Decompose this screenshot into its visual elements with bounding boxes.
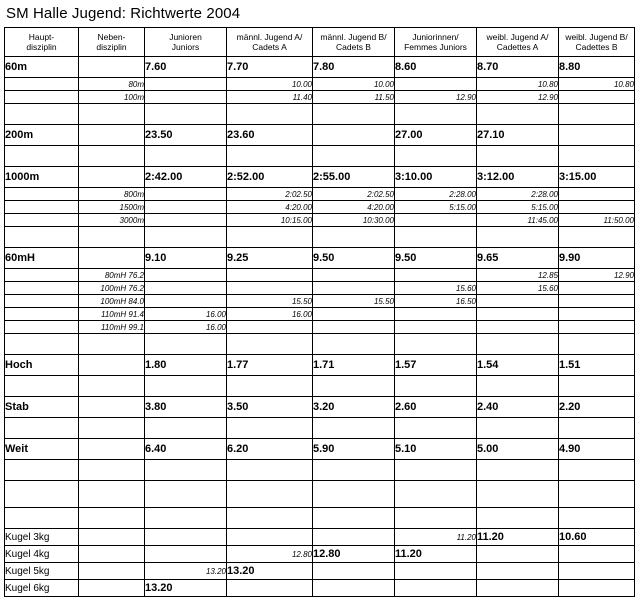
cell-r25-c7 (559, 508, 635, 529)
cell-r29-c4 (313, 580, 395, 597)
cell-r6-c2: 2:42.00 (145, 167, 227, 188)
cell-r21-c1 (79, 418, 145, 439)
cell-r19-c3 (227, 376, 313, 397)
cell-r16-c6 (477, 321, 559, 334)
cell-r22-c5: 5.10 (395, 439, 477, 460)
cell-r26-c4 (313, 529, 395, 546)
cell-r3-c7 (559, 104, 635, 125)
cell-r5-c7 (559, 146, 635, 167)
cell-r5-c6 (477, 146, 559, 167)
table-body (5, 57, 635, 597)
cell-r10-c3 (227, 227, 313, 248)
cell-r10-c0 (5, 227, 79, 248)
cell-r8-c3: 4:20.00 (227, 201, 313, 214)
cell-r13-c2 (145, 282, 227, 295)
cell-r17-c6 (477, 334, 559, 355)
cell-r15-c1: 110mH 91.4 (79, 308, 145, 321)
table-header (5, 28, 635, 57)
cell-r12-c3 (227, 269, 313, 282)
cell-r21-c5 (395, 418, 477, 439)
cell-r3-c2 (145, 104, 227, 125)
column-header-3: männl. Jugend A/ Cadets A (227, 28, 313, 57)
cell-r25-c2 (145, 508, 227, 529)
cell-r3-c3 (227, 104, 313, 125)
cell-r16-c4 (313, 321, 395, 334)
cell-r0-c0: 60m (5, 57, 79, 78)
column-header-4: männl. Jugend B/ Cadets B (313, 28, 395, 57)
cell-r10-c2 (145, 227, 227, 248)
cell-r18-c3: 1.77 (227, 355, 313, 376)
cell-r4-c3: 23.60 (227, 125, 313, 146)
cell-r22-c0: Weit (5, 439, 79, 460)
cell-r3-c1 (79, 104, 145, 125)
cell-r14-c2 (145, 295, 227, 308)
cell-r20-c5: 2.60 (395, 397, 477, 418)
cell-r1-c1: 80m (79, 78, 145, 91)
table-row (5, 439, 635, 460)
cell-r26-c5: 11.20 (395, 529, 477, 546)
cell-r4-c2: 23.50 (145, 125, 227, 146)
cell-r20-c7: 2.20 (559, 397, 635, 418)
cell-r11-c7: 9.90 (559, 248, 635, 269)
cell-r27-c7 (559, 546, 635, 563)
cell-r28-c0: Kugel 5kg (5, 563, 79, 580)
table-row (5, 201, 635, 214)
cell-r15-c4 (313, 308, 395, 321)
cell-r0-c5: 8.60 (395, 57, 477, 78)
cell-r20-c0: Stab (5, 397, 79, 418)
cell-r29-c1 (79, 580, 145, 597)
cell-r9-c7: 11:50.00 (559, 214, 635, 227)
cell-r0-c6: 8.70 (477, 57, 559, 78)
cell-r14-c7 (559, 295, 635, 308)
cell-r3-c6 (477, 104, 559, 125)
page-title: SM Halle Jugend: Richtwerte 2004 (6, 5, 241, 22)
cell-r28-c5 (395, 563, 477, 580)
cell-r15-c2: 16.00 (145, 308, 227, 321)
cell-r27-c3: 12.80 (227, 546, 313, 563)
cell-r3-c4 (313, 104, 395, 125)
cell-r29-c5 (395, 580, 477, 597)
cell-r25-c1 (79, 508, 145, 529)
cell-r29-c6 (477, 580, 559, 597)
cell-r13-c7 (559, 282, 635, 295)
cell-r12-c2 (145, 269, 227, 282)
cell-r20-c4: 3.20 (313, 397, 395, 418)
table-header-row (5, 28, 635, 57)
cell-r28-c7 (559, 563, 635, 580)
cell-r23-c0 (5, 460, 79, 481)
cell-r8-c4: 4:20.00 (313, 201, 395, 214)
cell-r14-c0 (5, 295, 79, 308)
cell-r27-c1 (79, 546, 145, 563)
cell-r9-c5 (395, 214, 477, 227)
cell-r5-c1 (79, 146, 145, 167)
cell-r8-c7 (559, 201, 635, 214)
cell-r3-c5 (395, 104, 477, 125)
cell-r25-c4 (313, 508, 395, 529)
cell-r26-c2 (145, 529, 227, 546)
cell-r13-c1: 100mH 76.2 (79, 282, 145, 295)
cell-r13-c3 (227, 282, 313, 295)
cell-r12-c5 (395, 269, 477, 282)
column-header-0: Haupt- disziplin (5, 28, 79, 57)
cell-r16-c1: 110mH 99.1 (79, 321, 145, 334)
cell-r17-c4 (313, 334, 395, 355)
table-row (5, 376, 635, 397)
cell-r17-c7 (559, 334, 635, 355)
cell-r18-c4: 1.71 (313, 355, 395, 376)
column-header-2: Junioren Juniors (145, 28, 227, 57)
cell-r13-c0 (5, 282, 79, 295)
cell-r12-c6: 12.85 (477, 269, 559, 282)
cell-r6-c0: 1000m (5, 167, 79, 188)
cell-r1-c5 (395, 78, 477, 91)
cell-r9-c2 (145, 214, 227, 227)
cell-r7-c4: 2:02.50 (313, 188, 395, 201)
cell-r21-c0 (5, 418, 79, 439)
cell-r2-c0 (5, 91, 79, 104)
table-row (5, 529, 635, 546)
cell-r1-c7: 10.80 (559, 78, 635, 91)
cell-r19-c5 (395, 376, 477, 397)
cell-r13-c5: 15.60 (395, 282, 477, 295)
cell-r23-c4 (313, 460, 395, 481)
cell-r5-c3 (227, 146, 313, 167)
cell-r23-c3 (227, 460, 313, 481)
cell-r12-c1: 80mH 76.2 (79, 269, 145, 282)
cell-r17-c5 (395, 334, 477, 355)
cell-r10-c5 (395, 227, 477, 248)
cell-r25-c5 (395, 508, 477, 529)
cell-r0-c7: 8.80 (559, 57, 635, 78)
cell-r23-c6 (477, 460, 559, 481)
cell-r14-c1: 100mH 84.0 (79, 295, 145, 308)
cell-r21-c6 (477, 418, 559, 439)
cell-r28-c1 (79, 563, 145, 580)
richtwerte-table (4, 27, 635, 597)
cell-r11-c2: 9.10 (145, 248, 227, 269)
cell-r18-c5: 1.57 (395, 355, 477, 376)
column-header-6: weibl. Jugend A/ Cadettes A (477, 28, 559, 57)
table-row (5, 460, 635, 481)
cell-r26-c1 (79, 529, 145, 546)
cell-r28-c4 (313, 563, 395, 580)
table-row (5, 125, 635, 146)
cell-r19-c4 (313, 376, 395, 397)
table-row (5, 146, 635, 167)
cell-r23-c2 (145, 460, 227, 481)
cell-r22-c3: 6.20 (227, 439, 313, 460)
cell-r5-c5 (395, 146, 477, 167)
cell-r12-c7: 12.90 (559, 269, 635, 282)
cell-r25-c0 (5, 508, 79, 529)
cell-r1-c0 (5, 78, 79, 91)
cell-r16-c7 (559, 321, 635, 334)
cell-r15-c6 (477, 308, 559, 321)
cell-r16-c2: 16.00 (145, 321, 227, 334)
cell-r8-c2 (145, 201, 227, 214)
cell-r7-c7 (559, 188, 635, 201)
cell-r22-c6: 5.00 (477, 439, 559, 460)
cell-r24-c2 (145, 481, 227, 508)
cell-r24-c1 (79, 481, 145, 508)
cell-r20-c2: 3.80 (145, 397, 227, 418)
cell-r25-c6 (477, 508, 559, 529)
cell-r22-c7: 4.90 (559, 439, 635, 460)
cell-r18-c6: 1.54 (477, 355, 559, 376)
cell-r0-c2: 7.60 (145, 57, 227, 78)
cell-r24-c6 (477, 481, 559, 508)
cell-r26-c7: 10.60 (559, 529, 635, 546)
cell-r11-c6: 9.65 (477, 248, 559, 269)
cell-r4-c0: 200m (5, 125, 79, 146)
cell-r8-c5: 5:15.00 (395, 201, 477, 214)
cell-r13-c4 (313, 282, 395, 295)
table-row (5, 57, 635, 78)
cell-r20-c1 (79, 397, 145, 418)
table-row (5, 214, 635, 227)
cell-r18-c7: 1.51 (559, 355, 635, 376)
cell-r14-c6 (477, 295, 559, 308)
cell-r4-c1 (79, 125, 145, 146)
cell-r1-c3: 10.00 (227, 78, 313, 91)
cell-r4-c6: 27.10 (477, 125, 559, 146)
cell-r6-c7: 3:15.00 (559, 167, 635, 188)
cell-r1-c6: 10.80 (477, 78, 559, 91)
cell-r9-c1: 3000m (79, 214, 145, 227)
cell-r15-c7 (559, 308, 635, 321)
cell-r29-c7 (559, 580, 635, 597)
cell-r27-c2 (145, 546, 227, 563)
cell-r26-c6: 11.20 (477, 529, 559, 546)
table-row (5, 580, 635, 597)
cell-r25-c3 (227, 508, 313, 529)
cell-r27-c5: 11.20 (395, 546, 477, 563)
cell-r11-c1 (79, 248, 145, 269)
cell-r16-c0 (5, 321, 79, 334)
table-row (5, 188, 635, 201)
table-row (5, 295, 635, 308)
cell-r29-c0: Kugel 6kg (5, 580, 79, 597)
cell-r13-c6: 15.60 (477, 282, 559, 295)
cell-r21-c7 (559, 418, 635, 439)
table-row (5, 334, 635, 355)
cell-r20-c3: 3.50 (227, 397, 313, 418)
cell-r15-c3: 16.00 (227, 308, 313, 321)
cell-r27-c6 (477, 546, 559, 563)
cell-r6-c4: 2:55.00 (313, 167, 395, 188)
cell-r11-c4: 9.50 (313, 248, 395, 269)
cell-r15-c0 (5, 308, 79, 321)
cell-r26-c3 (227, 529, 313, 546)
table-row (5, 355, 635, 376)
table-row (5, 104, 635, 125)
cell-r28-c2: 13.20 (145, 563, 227, 580)
cell-r27-c4: 12.80 (313, 546, 395, 563)
table-row (5, 269, 635, 282)
cell-r7-c3: 2:02.50 (227, 188, 313, 201)
cell-r17-c0 (5, 334, 79, 355)
cell-r19-c7 (559, 376, 635, 397)
cell-r12-c0 (5, 269, 79, 282)
cell-r6-c1 (79, 167, 145, 188)
cell-r2-c2 (145, 91, 227, 104)
cell-r10-c4 (313, 227, 395, 248)
cell-r24-c7 (559, 481, 635, 508)
cell-r16-c3 (227, 321, 313, 334)
cell-r21-c3 (227, 418, 313, 439)
cell-r10-c7 (559, 227, 635, 248)
cell-r21-c2 (145, 418, 227, 439)
cell-r29-c3 (227, 580, 313, 597)
cell-r5-c0 (5, 146, 79, 167)
cell-r14-c5: 16.50 (395, 295, 477, 308)
cell-r24-c4 (313, 481, 395, 508)
cell-r19-c2 (145, 376, 227, 397)
cell-r8-c6: 5:15.00 (477, 201, 559, 214)
cell-r26-c0: Kugel 3kg (5, 529, 79, 546)
cell-r12-c4 (313, 269, 395, 282)
column-header-1: Neben- disziplin (79, 28, 145, 57)
cell-r10-c6 (477, 227, 559, 248)
column-header-5: Juniorinnen/ Femmes Juniors (395, 28, 477, 57)
cell-r19-c6 (477, 376, 559, 397)
cell-r17-c2 (145, 334, 227, 355)
table-row (5, 78, 635, 91)
cell-r0-c1 (79, 57, 145, 78)
cell-r24-c3 (227, 481, 313, 508)
cell-r9-c4: 10:30.00 (313, 214, 395, 227)
cell-r2-c5: 12.90 (395, 91, 477, 104)
table-row (5, 546, 635, 563)
table-row (5, 248, 635, 269)
cell-r7-c5: 2:28.00 (395, 188, 477, 201)
cell-r4-c5: 27.00 (395, 125, 477, 146)
cell-r0-c3: 7.70 (227, 57, 313, 78)
table-row (5, 91, 635, 104)
cell-r20-c6: 2.40 (477, 397, 559, 418)
cell-r23-c5 (395, 460, 477, 481)
cell-r7-c6: 2:28.00 (477, 188, 559, 201)
cell-r24-c5 (395, 481, 477, 508)
cell-r18-c1 (79, 355, 145, 376)
cell-r17-c3 (227, 334, 313, 355)
cell-r23-c1 (79, 460, 145, 481)
cell-r2-c7 (559, 91, 635, 104)
cell-r24-c0 (5, 481, 79, 508)
cell-r11-c5: 9.50 (395, 248, 477, 269)
cell-r7-c1: 800m (79, 188, 145, 201)
cell-r14-c4: 15.50 (313, 295, 395, 308)
cell-r4-c4 (313, 125, 395, 146)
cell-r16-c5 (395, 321, 477, 334)
cell-r2-c1: 100m (79, 91, 145, 104)
cell-r19-c0 (5, 376, 79, 397)
cell-r0-c4: 7.80 (313, 57, 395, 78)
table-row (5, 563, 635, 580)
cell-r9-c3: 10:15.00 (227, 214, 313, 227)
table-row (5, 227, 635, 248)
table-row (5, 321, 635, 334)
cell-r2-c3: 11.40 (227, 91, 313, 104)
column-header-7: weibl. Jugend B/ Cadettes B (559, 28, 635, 57)
cell-r22-c1 (79, 439, 145, 460)
cell-r21-c4 (313, 418, 395, 439)
cell-r1-c4: 10.00 (313, 78, 395, 91)
cell-r11-c0: 60mH (5, 248, 79, 269)
cell-r7-c2 (145, 188, 227, 201)
cell-r6-c6: 3:12.00 (477, 167, 559, 188)
table-row (5, 481, 635, 508)
table-row (5, 167, 635, 188)
table-row (5, 508, 635, 529)
cell-r28-c6 (477, 563, 559, 580)
cell-r27-c0: Kugel 4kg (5, 546, 79, 563)
cell-r10-c1 (79, 227, 145, 248)
cell-r23-c7 (559, 460, 635, 481)
cell-r18-c0: Hoch (5, 355, 79, 376)
cell-r8-c1: 1500m (79, 201, 145, 214)
cell-r22-c2: 6.40 (145, 439, 227, 460)
cell-r2-c4: 11.50 (313, 91, 395, 104)
cell-r15-c5 (395, 308, 477, 321)
cell-r2-c6: 12.90 (477, 91, 559, 104)
cell-r28-c3: 13.20 (227, 563, 313, 580)
cell-r3-c0 (5, 104, 79, 125)
cell-r14-c3: 15.50 (227, 295, 313, 308)
table-row (5, 282, 635, 295)
cell-r9-c6: 11:45.00 (477, 214, 559, 227)
cell-r29-c2: 13.20 (145, 580, 227, 597)
cell-r18-c2: 1.80 (145, 355, 227, 376)
cell-r4-c7 (559, 125, 635, 146)
cell-r7-c0 (5, 188, 79, 201)
cell-r22-c4: 5.90 (313, 439, 395, 460)
cell-r9-c0 (5, 214, 79, 227)
cell-r5-c2 (145, 146, 227, 167)
table-row (5, 418, 635, 439)
cell-r1-c2 (145, 78, 227, 91)
cell-r5-c4 (313, 146, 395, 167)
cell-r8-c0 (5, 201, 79, 214)
cell-r6-c3: 2:52.00 (227, 167, 313, 188)
cell-r6-c5: 3:10.00 (395, 167, 477, 188)
table-row (5, 308, 635, 321)
cell-r17-c1 (79, 334, 145, 355)
table-row (5, 397, 635, 418)
cell-r19-c1 (79, 376, 145, 397)
cell-r11-c3: 9.25 (227, 248, 313, 269)
